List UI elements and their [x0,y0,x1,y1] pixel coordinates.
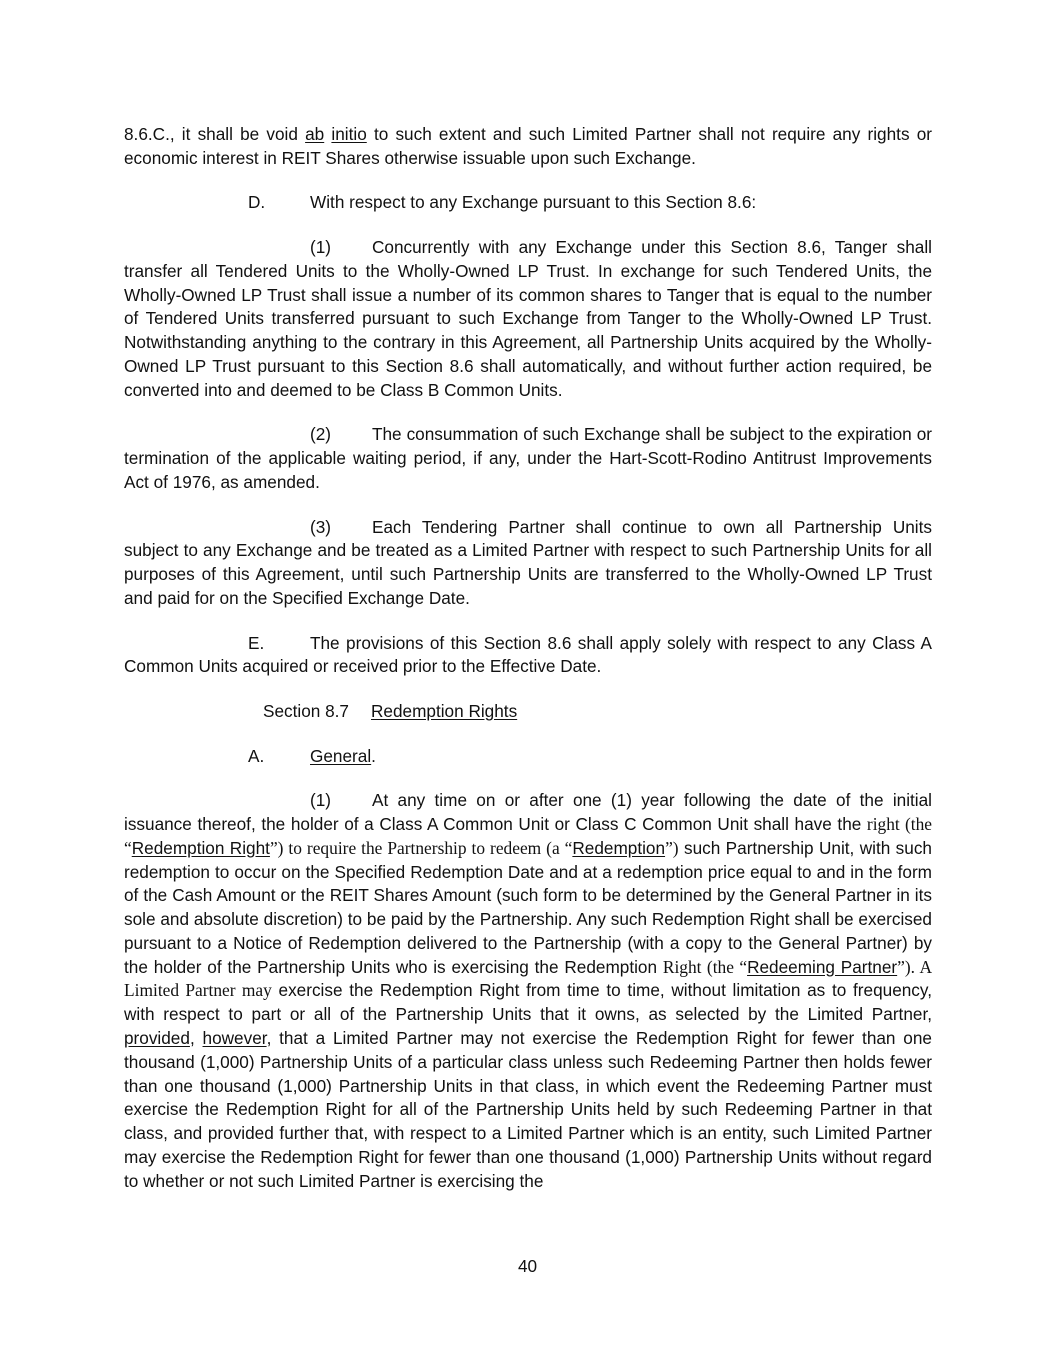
document-body [124,123,932,1194]
section-heading [124,700,932,724]
text-run: , that a Limited Partner may not exercise the Redemption Right for fewer than one thousand (1,000) Partnership Units of a particular class unless such Redeeming Partner then holds fewer than one thousand (1,000) Partnership Units in that class, in which event the Redeeming Partner must exercise the Redemption Right for all of the Partnership Units held by such Redeeming Partner in that class, and provided further that, with respect to a Limited Partner which is an entity, such Limited Partner may exercise the Redemption Right for fewer than one thousand (1,000) Partnership Units without regard to whether or not such Limited Partner is exercising the [124,1028,932,1191]
section-number: Section 8.7 [263,700,349,721]
text-run: ”) to require the Partnership to redeem (a “ [269,837,573,858]
paragraph-e [124,632,932,680]
latin-term-ab: ab [305,124,325,144]
paragraph-text: The consummation of such Exchange shall be subject to the expiration or termination of the applicable waiting period, if any, under the Hart-Scott-Rodino Antitrust Improvements Act of 1976, as amended. [124,424,932,492]
text-run: ”). A Limited Partner may [124,956,933,1001]
text-run: At any time on or after one (1) year following the date of the initial issuance thereof, the holder of a Class A Common Unit or Class C Common Unit shall have the [124,790,932,834]
term-provided: provided [124,1028,190,1049]
paragraph-text: With respect to any Exchange pursuant to this Section 8.6: [310,192,757,213]
term-however: however [202,1028,267,1049]
paragraph-d3 [124,516,932,611]
paragraph-label: E. [248,632,265,653]
paragraph-text: Concurrently with any Exchange under this Section 8.6, Tanger shall transfer all Tendered Units to the Wholly-Owned LP Trust. In exchange for such Tendered Units, the Wholly-Owned LP Trust shall issue a number of its common shares to Tanger that is equal to the number of Tendered Units transferred pursuant to such Exchange from Tanger to the Wholly-Owned LP Trust. Notwithstanding anything to the contrary in this Agreement, all Partnership Units acquired by the Wholly-Owned LP Trust pursuant to this Section 8.6 shall automatically, and without further action required, be converted into and deemed to be Class B Common Units. [124,236,932,400]
text-run: exercise the Redemption Right from time to time, without limitation as to frequency, with respect to part or all of the Partnership Units that it owns, as selected by the Limited Partner, [124,980,932,1025]
paragraph-label: (2) [310,424,332,445]
paragraph-a1: (1) At any time on or after one (1) year following the date of the initial issuance thereof, the holder of a Class A Common Unit or Class C Common Unit shall have the right (the “Redemption Right”) to require the Partnership to redeem (a “Redemption”) such Partnership Unit, with such redemption to occur on the Specified Redemption Date and at a redemption price equal to and in the form of the Cash Amount or the REIT Shares Amount (such form to be determined by the General Partner in its sole and absolute discretion) to be paid by the Partnership. Any such Redemption Right shall be exercised pursuant to a Notice of Redemption delivered to the Partnership (with a copy to the General Partner) by the holder of the Partnership Units who is exercising the Redemption Right (the “Redeeming Partner”). A Limited Partner may exercise the Redemption Right from time to time, without limitation as to frequency, with respect to part or all of the Partnership Units that it owns, as selected by the Limited Partner, provided, however, that a Limited Partner may not exercise the Redemption Right for fewer than one thousand (1,000) Partnership Units of a particular class unless such Redeeming Partner then holds fewer than one thousand (1,000) Partnership Units in that class, in which event the Redeeming Partner must exercise the Redemption Right for all of the Partnership Units held by such Redeeming Partner in that class, and provided further that, with respect to a Limited Partner which is an entity, such Limited Partner may exercise the Redemption Right for fewer than one thousand (1,000) Partnership Units without regard to whether or not such Limited Partner is exercising the [124,790,933,1191]
paragraph-d2 [124,423,932,494]
latin-term-initio: initio [331,124,367,144]
paragraph-d [124,191,932,215]
text-run: ”) [665,837,679,858]
paragraph-text: Each Tendering Partner shall continue to own all Partnership Units subject to any Exchange and be treated as a Limited Partner with respect to such Partnership Units for all purposes of this Agreement, until such Partnership Units are transferred to the Wholly-Owned LP Trust and paid for on the Specified Exchange Date. [124,516,932,608]
text-run: Right (the “ [662,956,748,977]
paragraph-label: (3) [310,516,332,537]
defined-term-redeeming-partner: Redeeming Partner [747,956,898,977]
paragraph-label: D. [248,192,266,213]
paragraph-text: The provisions of this Section 8.6 shall apply solely with respect to any Class A Common Units acquired or received prior to the Effective Date. [124,632,932,677]
paragraph-label: (1) [310,236,332,257]
paragraph-continuation [124,123,932,171]
subsection-title: General [310,745,372,766]
defined-term-redemption-right: Redemption Right [131,837,270,858]
paragraph-label: A. [248,745,265,766]
section-title: Redemption Rights [371,700,518,721]
page-number: 40 [517,1256,538,1276]
text-run: right (the “ [124,813,932,858]
defined-term-redemption: Redemption [572,837,666,858]
text-run: 8.6.C., it shall be void [124,124,306,144]
paragraph-a: A. General. [124,745,932,769]
text-run: such Partnership Unit, with such redemption to occur on the Specified Redemption Date and at a redemption price equal to and in the form of the Cash Amount or the REIT Shares Amount (such form to be determined by the General Partner in its sole and absolute discretion) to be paid by the Partnership. Any such Redemption Right shall be exercised pursuant to a Notice of Redemption delivered to the Partnership (with a copy to the General Partner) by the holder of the Partnership Units who is exercising the Redemption [124,837,932,977]
text-run: to such extent and such Limited Partner shall not require any rights or economic interest in REIT Shares otherwise issuable upon such Exchange. [124,124,932,168]
paragraph-label: (1) [310,790,332,811]
paragraph-d1 [124,236,932,403]
